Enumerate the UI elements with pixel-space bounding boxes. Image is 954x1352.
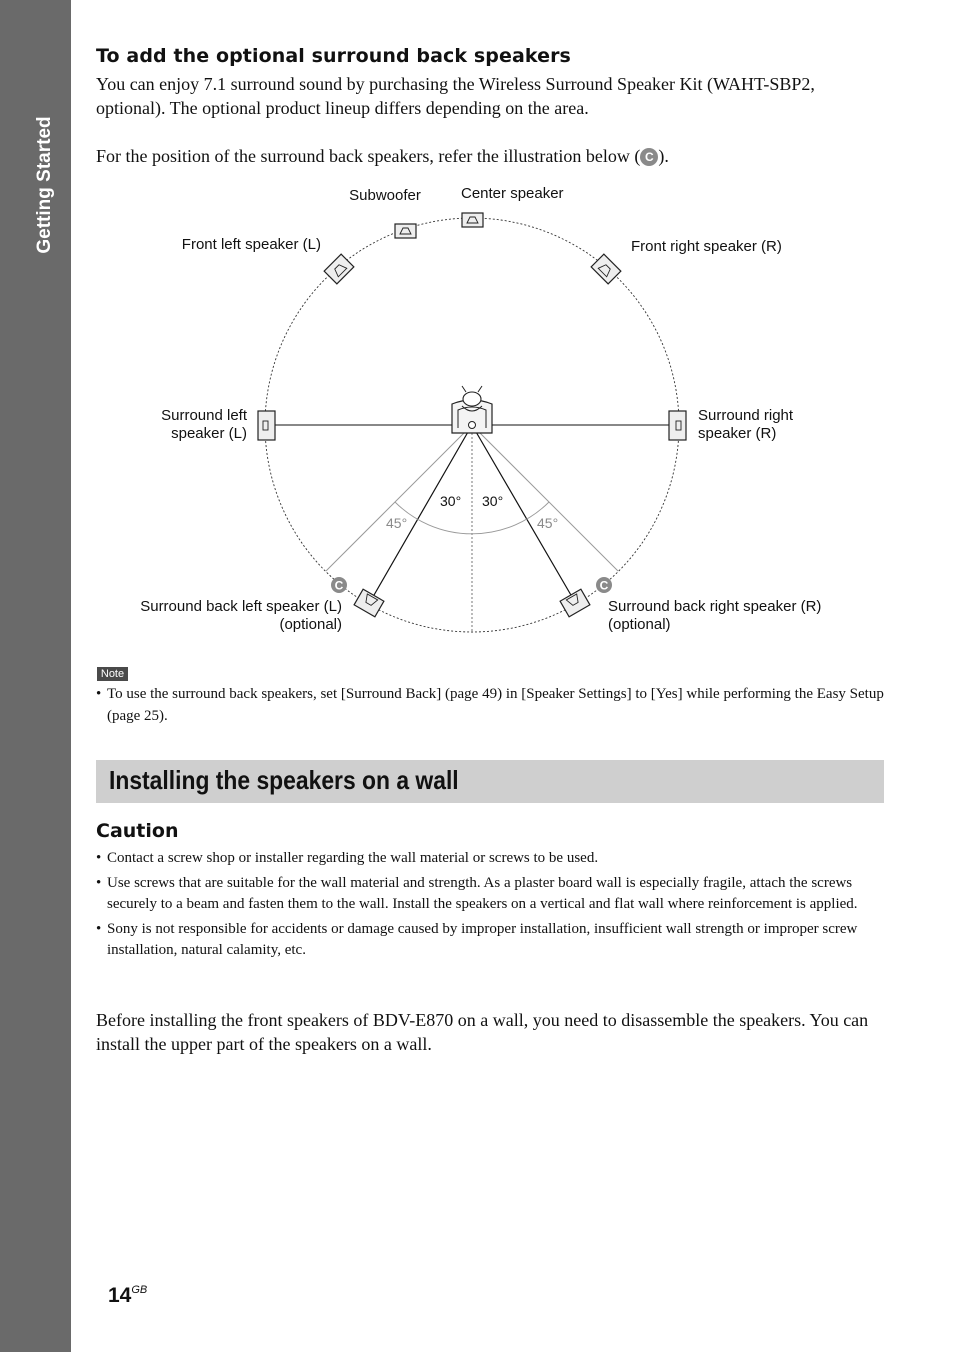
subwoofer-label: Subwoofer (349, 187, 421, 204)
sidebar-label: Getting Started (34, 116, 55, 254)
angle-30-left-line (370, 425, 472, 602)
surround-back-heading: To add the optional surround back speakers (96, 45, 571, 67)
angle-30-right-label: 30° (482, 493, 504, 509)
front-left-speaker-icon (324, 254, 354, 284)
caution-item: • Sony is not responsible for accidents or damage caused by improper installation, insufficient wall strength or improper screw installation, natural calamity, etc. (96, 919, 886, 962)
surround-back-left-speaker-icon (354, 589, 384, 617)
section-header-bar (96, 760, 884, 803)
subwoofer-icon (395, 224, 416, 238)
center-speaker-icon (462, 213, 483, 227)
front-right-label: Front right speaker (R) (631, 238, 782, 255)
surround-left-label-line2: speaker (L) (171, 425, 247, 442)
front-right-speaker-icon (591, 254, 621, 284)
angle-30-right-line (472, 425, 575, 602)
listener-chair-icon (452, 386, 492, 433)
front-left-label: Front left speaker (L) (181, 236, 321, 253)
svg-text:C: C (599, 578, 609, 593)
caution-list (96, 848, 886, 965)
note-item: • To use the surround back speakers, set [Surround Back] (page 49) in [Speaker Settings] to [Yes] while performing the Easy Setup (page 25). (96, 684, 886, 727)
speaker-placement-diagram (0, 0, 954, 660)
note-badge: Note (97, 667, 128, 681)
angle-45-right-label: 45° (537, 515, 559, 531)
page-number-value: 14 (108, 1284, 132, 1307)
position-text-end: ). (658, 146, 669, 166)
center-speaker-label: Center speaker (461, 185, 564, 202)
caution-heading: Caution (96, 820, 179, 842)
surround-back-intro: You can enjoy 7.1 surround sound by purchasing the Wireless Surround Speaker Kit (WAHT-SBP2, optional). The optional product lineup differs depending on the area. (96, 74, 815, 118)
surround-right-label-line2: speaker (R) (698, 425, 777, 442)
back-left-label-line1: Surround back left speaker (L) (140, 598, 342, 615)
surround-left-label-line1: Surround left (161, 407, 247, 424)
back-right-label-line2: (optional) (608, 616, 671, 633)
c-marker-left-icon (331, 577, 347, 593)
page-number-suffix: GB (131, 1284, 148, 1296)
section-title: Installing the speakers on a wall (109, 765, 459, 795)
c-marker-right-icon (596, 577, 612, 593)
surround-back-right-speaker-icon (560, 589, 590, 617)
caution-item: • Use screws that are suitable for the wall material and strength. As a plaster board wall is especially fragile, attach the screws securely to a beam and fasten them to the wall. Install the speakers on a vertical and flat wall where reinforcement is applied. (96, 873, 886, 916)
surround-right-label-line1: Surround right (698, 407, 794, 424)
surround-left-speaker-icon (258, 411, 275, 440)
back-left-label-line2: (optional) (279, 616, 342, 633)
closing-paragraph: Before installing the front speakers of BDV-E870 on a wall, you need to disassemble the speakers. You can install the upper part of the speakers on a wall. (96, 1010, 869, 1054)
angle-45-left-label: 45° (386, 515, 408, 531)
back-right-label-line1: Surround back right speaker (R) (608, 598, 822, 615)
angle-30-left-label: 30° (440, 493, 462, 509)
page-number (108, 1284, 147, 1308)
caution-item: • Contact a screw shop or installer regarding the wall material or screws to be used. (96, 848, 886, 870)
note-list (96, 684, 886, 730)
position-text-start: For the position of the surround back speakers, refer the illustration below ( (96, 146, 641, 166)
svg-text:C: C (334, 578, 344, 593)
surround-right-speaker-icon (669, 411, 686, 440)
c-marker-icon: C (640, 148, 658, 166)
